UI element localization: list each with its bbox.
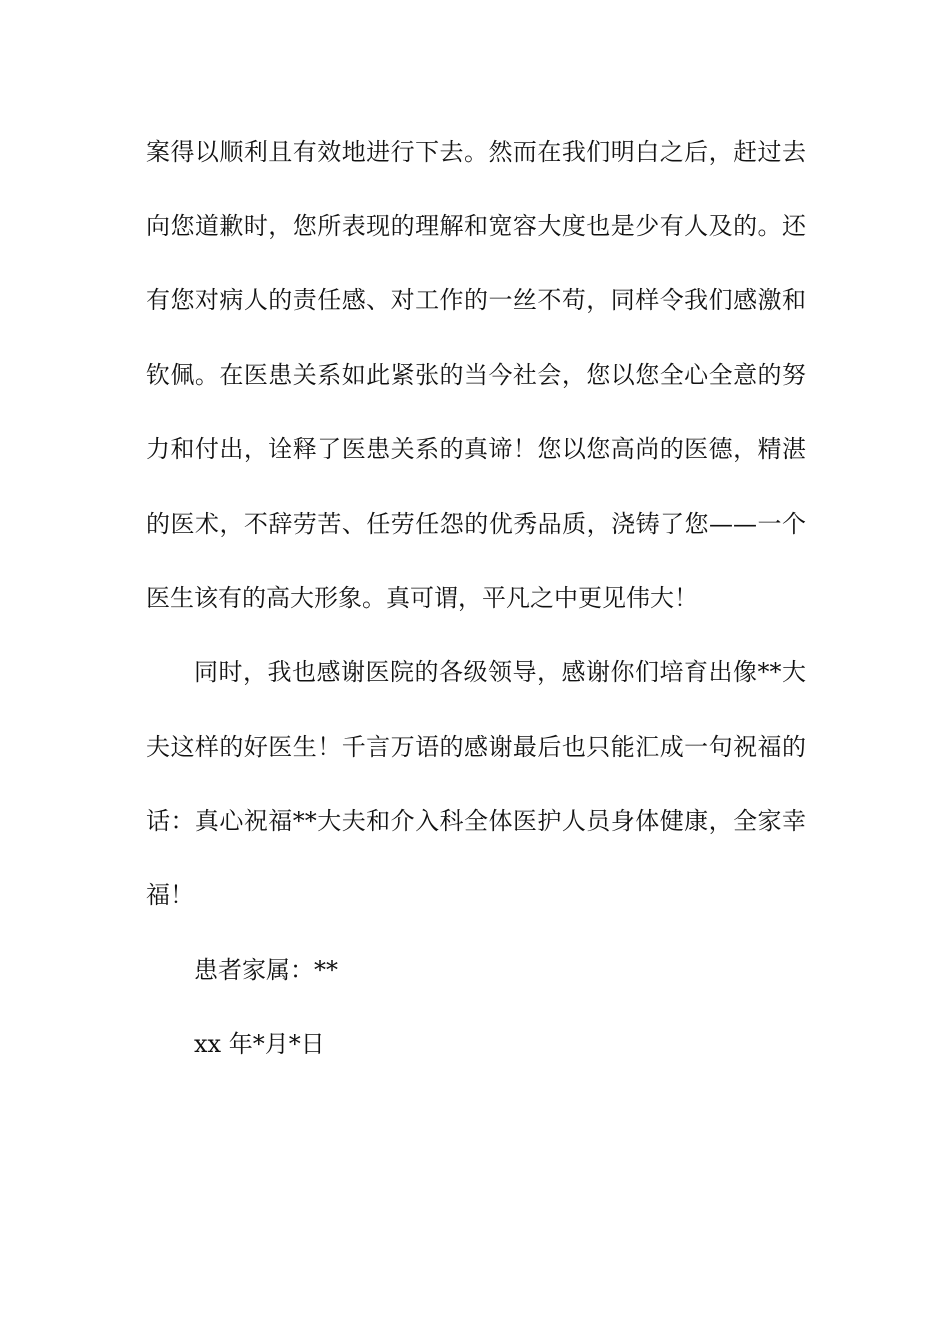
- body-text-line: 同时，我也感谢医院的各级领导，感谢你们培育出像**大: [194, 658, 806, 686]
- body-text-line: 福！: [146, 881, 194, 909]
- body-text-line: 医生该有的高大形象。真可谓，平凡之中更见伟大！: [146, 584, 698, 612]
- body-text-line: 案得以顺利且有效地进行下去。然而在我们明白之后，赶过去: [146, 138, 806, 166]
- body-text-line: 的医术，不辞劳苦、任劳任怨的优秀品质，浇铸了您——一个: [146, 510, 806, 538]
- date: xx 年*月*日: [194, 1030, 325, 1058]
- body-text-line: 话：真心祝福**大夫和介入科全体医护人员身体健康，全家幸: [146, 807, 806, 835]
- body-text-line: 向您道歉时，您所表现的理解和宽容大度也是少有人及的。还: [146, 212, 806, 240]
- signature: 患者家属：**: [194, 956, 338, 984]
- body-text-line: 有您对病人的责任感、对工作的一丝不苟，同样令我们感激和: [146, 286, 806, 314]
- body-text-line: 夫这样的好医生！千言万语的感谢最后也只能汇成一句祝福的: [146, 733, 806, 761]
- body-text-line: 力和付出，诠释了医患关系的真谛！您以您高尚的医德，精湛: [146, 435, 806, 463]
- body-text-line: 钦佩。在医患关系如此紧张的当今社会，您以您全心全意的努: [146, 361, 806, 389]
